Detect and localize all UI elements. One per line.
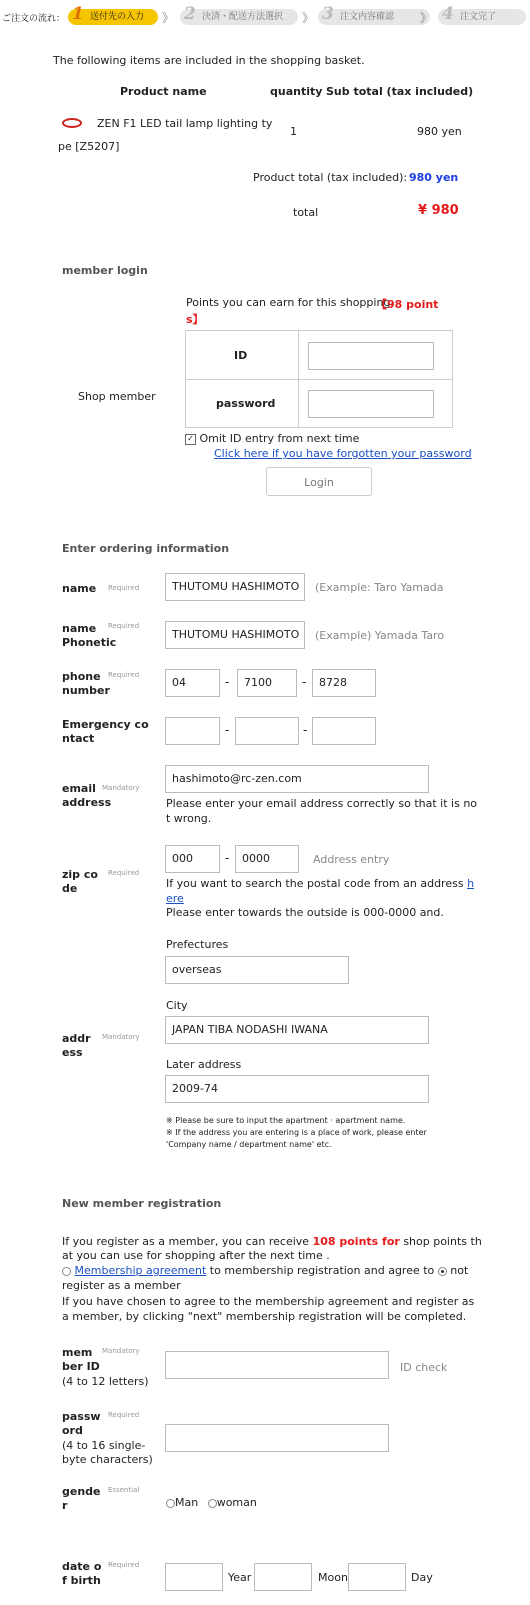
step-separator: 》 <box>302 11 315 25</box>
member-login-title: member login <box>62 264 148 277</box>
phone-input-2[interactable]: 7100 <box>237 669 297 697</box>
phone-label: phone <box>62 670 101 683</box>
login-table-divider <box>186 379 452 380</box>
required-tag: Required <box>108 584 140 592</box>
gender-label: gende <box>62 1485 101 1498</box>
registration-choice-row <box>62 1264 468 1277</box>
step-1: 1 送付先の入力 <box>68 9 158 25</box>
birth-label-2: f birth <box>62 1574 101 1587</box>
omit-id-row[interactable] <box>185 432 359 445</box>
points-value-cont: s】 <box>186 313 204 326</box>
col-product-name: Product name <box>120 85 207 98</box>
phonetic-label-2: Phonetic <box>62 636 117 649</box>
points-text: Points you can earn for this shopping: <box>186 296 395 309</box>
address-entry-button[interactable]: Address entry <box>313 853 390 866</box>
zip-search-link-cont[interactable]: ere <box>166 892 184 905</box>
gender-options <box>166 1496 257 1509</box>
total-label: total <box>293 206 319 219</box>
product-quantity: 1 <box>290 125 297 138</box>
dash: - <box>225 675 230 689</box>
step-4: 4 注文完了 <box>438 9 526 25</box>
step-1-label: 送付先の入力 <box>90 12 145 22</box>
phone-input-1[interactable]: 04 <box>165 669 220 697</box>
emergency-input-3[interactable] <box>312 717 376 745</box>
step-separator: 》 <box>162 11 175 25</box>
mandatory-tag: Mandatory <box>102 1033 140 1041</box>
registration-text-6: a member, by clicking "next" membership registration will be completed. <box>62 1310 467 1323</box>
mandatory-tag: Mandatory <box>102 784 140 792</box>
zip-search-link[interactable]: h <box>467 877 475 890</box>
zip-search-note <box>166 877 474 890</box>
name-example: (Example: Taro Yamada <box>315 581 444 594</box>
phone-label-2: number <box>62 684 110 697</box>
zip-format-note: Please enter towards the outside is 000-0000 and. <box>166 906 444 919</box>
omit-id-checkbox[interactable]: ✓ <box>185 434 196 445</box>
day-label: Day <box>411 1571 433 1584</box>
birth-day-input[interactable] <box>348 1563 406 1591</box>
registration-text-2: at you can use for shopping after the next time . <box>62 1249 330 1262</box>
reg-password-label: passw <box>62 1410 101 1423</box>
dash: - <box>303 723 308 737</box>
login-button[interactable]: Login <box>266 467 372 496</box>
member-id-input[interactable] <box>165 1351 389 1379</box>
order-info-title: Enter ordering information <box>62 542 230 555</box>
step-separator: 》 <box>420 11 433 25</box>
col-quantity: quantity <box>270 85 323 98</box>
required-tag: Required <box>108 1411 140 1419</box>
moon-label: Moon <box>318 1571 348 1584</box>
address-note-3: 'Company name / department name' etc. <box>166 1140 332 1149</box>
required-tag: Required <box>108 869 140 877</box>
password-label: password <box>216 397 276 410</box>
membership-agreement-link[interactable]: Membership agreement <box>74 1264 207 1277</box>
emergency-input-2[interactable] <box>235 717 299 745</box>
prefectures-label: Prefectures <box>166 938 229 951</box>
registration-text-1 <box>62 1235 482 1248</box>
not-register-radio[interactable] <box>438 1267 447 1276</box>
shop-member-label: Shop member <box>78 390 156 403</box>
gender-woman-radio[interactable] <box>208 1499 217 1508</box>
emergency-input-1[interactable] <box>165 717 220 745</box>
id-check-button[interactable]: ID check <box>400 1361 448 1374</box>
birth-year-input[interactable] <box>165 1563 223 1591</box>
flow-label: ご注文の流れ： <box>2 14 66 24</box>
member-id-label: mem <box>62 1346 93 1359</box>
registration-points: 108 points for <box>312 1235 400 1248</box>
registration-text-5: If you have chosen to agree to the membership agreement and register as <box>62 1295 475 1308</box>
reg-password-hint-2: byte characters) <box>62 1453 153 1466</box>
address-label-2: ess <box>62 1046 83 1059</box>
gender-man-label: Man <box>175 1496 199 1509</box>
dash: - <box>225 851 230 865</box>
total-value: ¥ 980 <box>418 203 459 218</box>
zip-search-text: If you want to search the postal code from an address <box>166 877 464 890</box>
required-tag: Required <box>108 1561 140 1569</box>
email-label: email <box>62 782 96 795</box>
phone-input-3[interactable]: 8728 <box>312 669 376 697</box>
mandatory-tag: Mandatory <box>102 1347 140 1355</box>
reg-password-hint: (4 to 16 single- <box>62 1439 146 1452</box>
registration-text-3: to membership registration and agree to <box>209 1264 435 1277</box>
login-id-input[interactable] <box>308 342 434 370</box>
step-2: 2 決済・配送方法選択 <box>180 9 298 25</box>
zip-label-2: de <box>62 882 78 895</box>
id-label: ID <box>234 349 248 362</box>
registration-text-4: register as a member <box>62 1279 181 1292</box>
step-2-label: 決済・配送方法選択 <box>202 12 284 22</box>
registration-text-1c: shop points th <box>403 1235 482 1248</box>
product-subtotal: 980 yen <box>417 125 462 138</box>
step-4-label: 注文完了 <box>460 12 497 22</box>
emergency-label: Emergency co <box>62 718 149 731</box>
step-3: 3 注文内容確認 <box>318 9 430 25</box>
agree-radio[interactable] <box>62 1267 71 1276</box>
address-label: addr <box>62 1032 91 1045</box>
forgot-password-link[interactable]: Click here if you have forgotten your password <box>214 447 472 460</box>
birth-month-input[interactable] <box>254 1563 312 1591</box>
login-table <box>185 330 453 428</box>
col-subtotal: Sub total (tax included) <box>326 85 474 98</box>
step-3-label: 注文内容確認 <box>340 12 395 22</box>
phonetic-label: name <box>62 622 97 635</box>
order-steps <box>0 6 530 28</box>
reg-password-label-2: ord <box>62 1424 83 1437</box>
gender-man-radio[interactable] <box>166 1499 175 1508</box>
required-tag: Required <box>108 622 140 630</box>
registration-text-1a: If you register as a member, you can receive <box>62 1235 310 1248</box>
basket-intro: The following items are included in the shopping basket. <box>53 54 365 67</box>
product-total-value: 980 yen <box>409 171 459 184</box>
email-note-2: t wrong. <box>166 812 212 825</box>
birth-label: date o <box>62 1560 102 1573</box>
member-id-label-2: ber ID <box>62 1360 100 1373</box>
reg-password-input[interactable] <box>165 1424 389 1452</box>
address-note-1: ※ Please be sure to input the apartment · apartment name. <box>166 1116 406 1125</box>
name-input[interactable]: THUTOMU HASHIMOTO <box>165 573 305 601</box>
address-note-2: ※ If the address you are entering is a place of work, please enter <box>166 1128 427 1137</box>
emergency-label-2: ntact <box>62 732 95 745</box>
gender-woman-label: woman <box>216 1496 257 1509</box>
city-label: City <box>166 999 188 1012</box>
year-label: Year <box>228 1571 252 1584</box>
dash: - <box>302 675 307 689</box>
later-address-input[interactable]: 2009-74 <box>165 1075 429 1103</box>
zip-label: zip co <box>62 868 98 881</box>
product-thumbnail[interactable] <box>62 118 82 128</box>
essential-tag: Essential <box>108 1486 140 1494</box>
not-label: not <box>450 1264 469 1277</box>
product-name-line2: pe [Z5207] <box>58 140 120 153</box>
email-note: Please enter your email address correctly so that it is no <box>166 797 478 810</box>
later-address-label: Later address <box>166 1058 242 1071</box>
phonetic-example: (Example) Yamada Taro <box>315 629 445 642</box>
dash: - <box>225 723 230 737</box>
phonetic-input[interactable]: THUTOMU HASHIMOTO <box>165 621 305 649</box>
name-label: name <box>62 582 97 595</box>
prefecture-select[interactable]: overseas <box>165 956 349 984</box>
zip-input-2[interactable]: 0000 <box>235 845 299 873</box>
required-tag: Required <box>108 671 140 679</box>
login-password-input[interactable] <box>308 390 434 418</box>
email-label-2: address <box>62 796 112 809</box>
omit-id-label: Omit ID entry from next time <box>199 432 360 445</box>
city-input[interactable]: JAPAN TIBA NODASHI IWANA <box>165 1016 429 1044</box>
points-value: 【98 point <box>376 298 439 311</box>
gender-label-2: r <box>62 1499 68 1512</box>
product-total-label: Product total (tax included): <box>253 171 408 184</box>
zip-input-1[interactable]: 000 <box>165 845 220 873</box>
registration-title: New member registration <box>62 1197 222 1210</box>
member-id-hint: (4 to 12 letters) <box>62 1375 149 1388</box>
email-input[interactable]: hashimoto@rc-zen.com <box>165 765 429 793</box>
product-name-line1[interactable]: ZEN F1 LED tail lamp lighting ty <box>97 117 273 130</box>
